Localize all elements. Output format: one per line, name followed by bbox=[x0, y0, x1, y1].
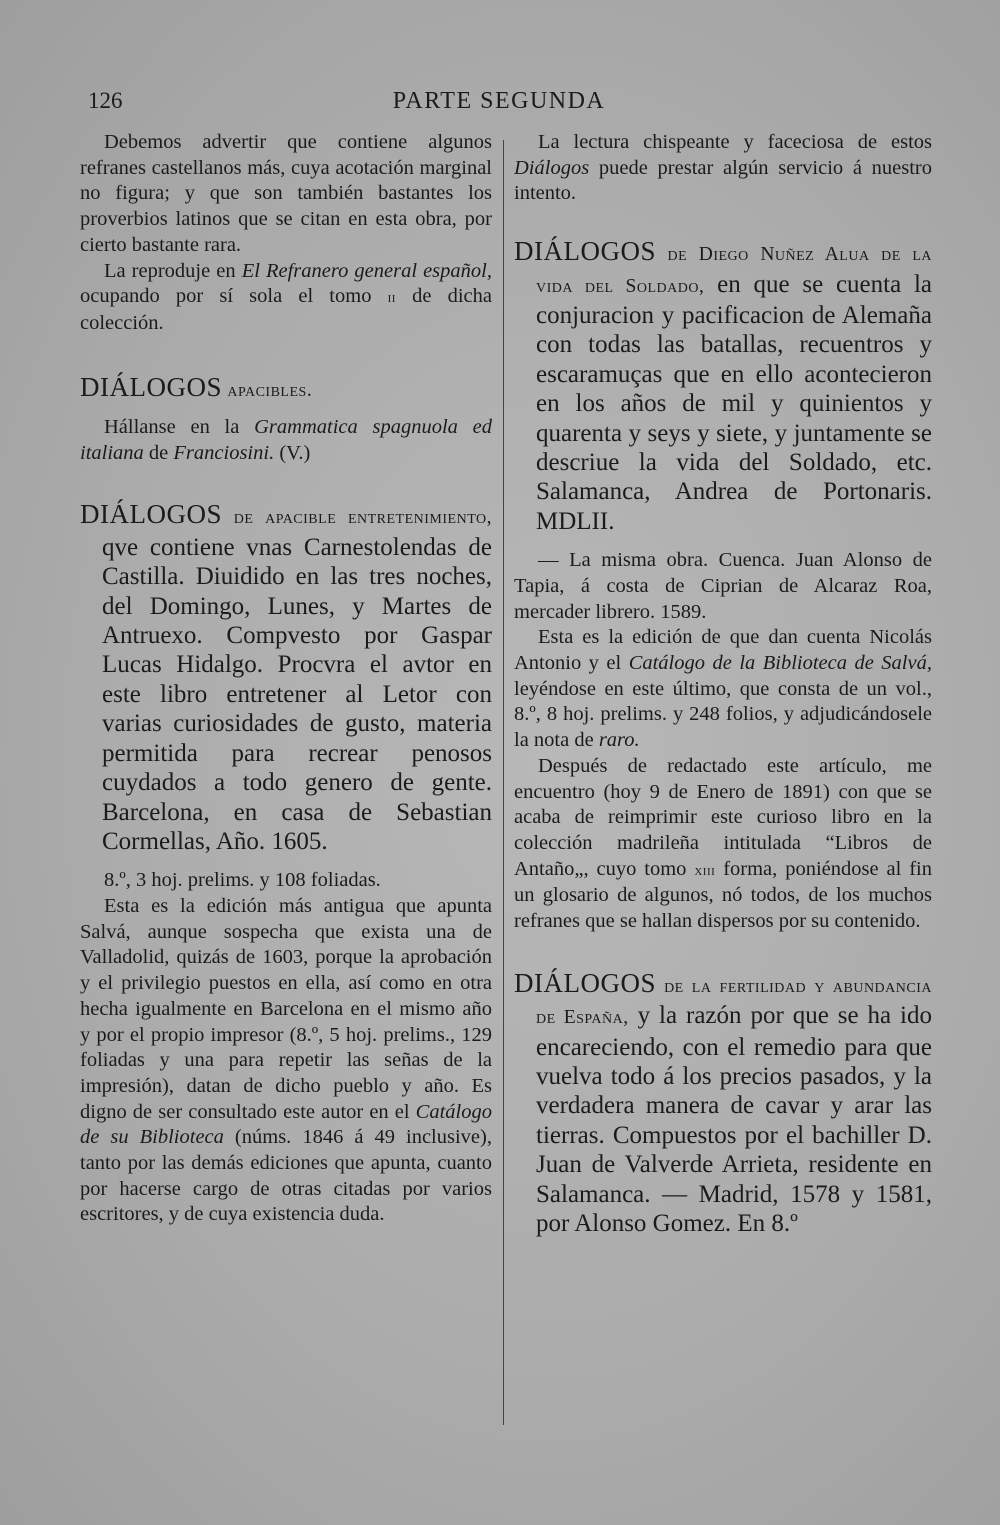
entry-heading: DIÁLOGOS de apacible entretenimiento, qve contiene vnas Carnestolendas de Castilla. Diuidido en las tres noches, del Domingo, Lunes, y Martes de Antruexo. Compvesto por Gaspar Lucas Hidalgo. Procvra el avtor en este libro entretener al Letor con varias curiosidades de gusto, materia permitida para recrear penosos cuydados a todo genero de gente. Barcelona, en casa de Sebastian Cormellas, Año. 1605. bbox=[80, 499, 492, 855]
paragraph: Esta es la edición más antigua que apunta Salvá, aunque sospecha que exista una de Valladolid, quizás de 1603, porque la aprobación y el privilegio puestos en ella, así como en otra hecha igualmente en Barcelona en el mismo año y por el propio impresor (8.º, 5 hoj. prelims., 129 foliadas y una para repetir las señas de la impresión), datan de dicho pueblo y año. Es digno de ser consultado este autor en el Catálogo de su Biblioteca (núms. 1846 á 49 inclusive), tanto por las demás ediciones que apunta, cuanto por hacerse cargo de otras citadas por varios escritores, y de cuya existencia duda. bbox=[80, 895, 492, 1226]
left-column bbox=[80, 130, 492, 1440]
paragraph: — La misma obra. Cuenca. Juan Alonso de Tapia, á costa de Ciprian de Alcaraz Roa, mercader librero. 1589. bbox=[514, 549, 932, 623]
column-divider bbox=[503, 140, 504, 1425]
paragraph: Debemos advertir que contiene algunos refranes castellanos más, cuya acotación marginal no figura; y que son también bastantes los proverbios latinos que se citan en esta obra, por cierto bastante rara. bbox=[80, 131, 492, 256]
entry-heading: DIÁLOGOS apacibles. bbox=[80, 371, 313, 402]
paragraph: Después de redactado este artículo, me encuentro (hoy 9 de Enero de 1891) con que se acaba de reimprimir este curioso libro en la colección madrileña intitulada “Libros de Antaño„, cuyo tomo xiii forma, poniéndose al fin un glosario de algunos, nó todos, de los muchos refranes que se hallan dispersos por su contenido. bbox=[514, 754, 932, 933]
paragraph: Hállanse en la Grammatica spagnuola ed italiana de Franciosini. (V.) bbox=[80, 416, 492, 464]
paragraph: La lectura chispeante y faceciosa de estos Diálogos puede prestar algún servicio á nuestro intento. bbox=[514, 131, 932, 205]
paragraph: Esta es la edición de que dan cuenta Nicolás Antonio y el Catálogo de la Biblioteca de Salvá, leyéndose en este último, que consta de un vol., 8.º, 8 hoj. prelims. y 248 folios, y adjudicándosele la nota de raro. bbox=[514, 626, 932, 752]
page-number: 126 bbox=[88, 88, 123, 113]
entry-heading: DIÁLOGOS de la fertilidad y abundancia de España, y la razón por que se ha ido encareciendo, con el remedio para que vuelva todo á los precios pasados, y la verdadera manera de cavar y arar las tierras. Compuestos por el bachiller D. Juan de Valverde Arrieta, residente en Salamanca. — Madrid, 1578 y 1581, por Alonso Gomez. En 8.º bbox=[514, 967, 932, 1237]
paragraph: 8.º, 3 hoj. prelims. y 108 foliadas. bbox=[104, 869, 381, 892]
page-header bbox=[88, 88, 910, 128]
running-head: PARTE SEGUNDA bbox=[392, 88, 606, 114]
entry-heading: DIÁLOGOS de Diego Nuñez Alua de la vida del Soldado, en que se cuenta la conjuracion y pacificacion de Alemaña con todas las batallas, recuentros y escaramuças que en ello acontecieron en los años de mil y quinientos y quarenta y seys y siete, y juntamente se descriue la vida del Soldado, etc. Salamanca, Andrea de Portonaris. MDLII. bbox=[514, 236, 932, 535]
right-column bbox=[514, 130, 932, 1440]
paragraph: La reproduje en El Refranero general español, ocupando por sí sola el tomo ii de dicha colección. bbox=[80, 259, 492, 334]
